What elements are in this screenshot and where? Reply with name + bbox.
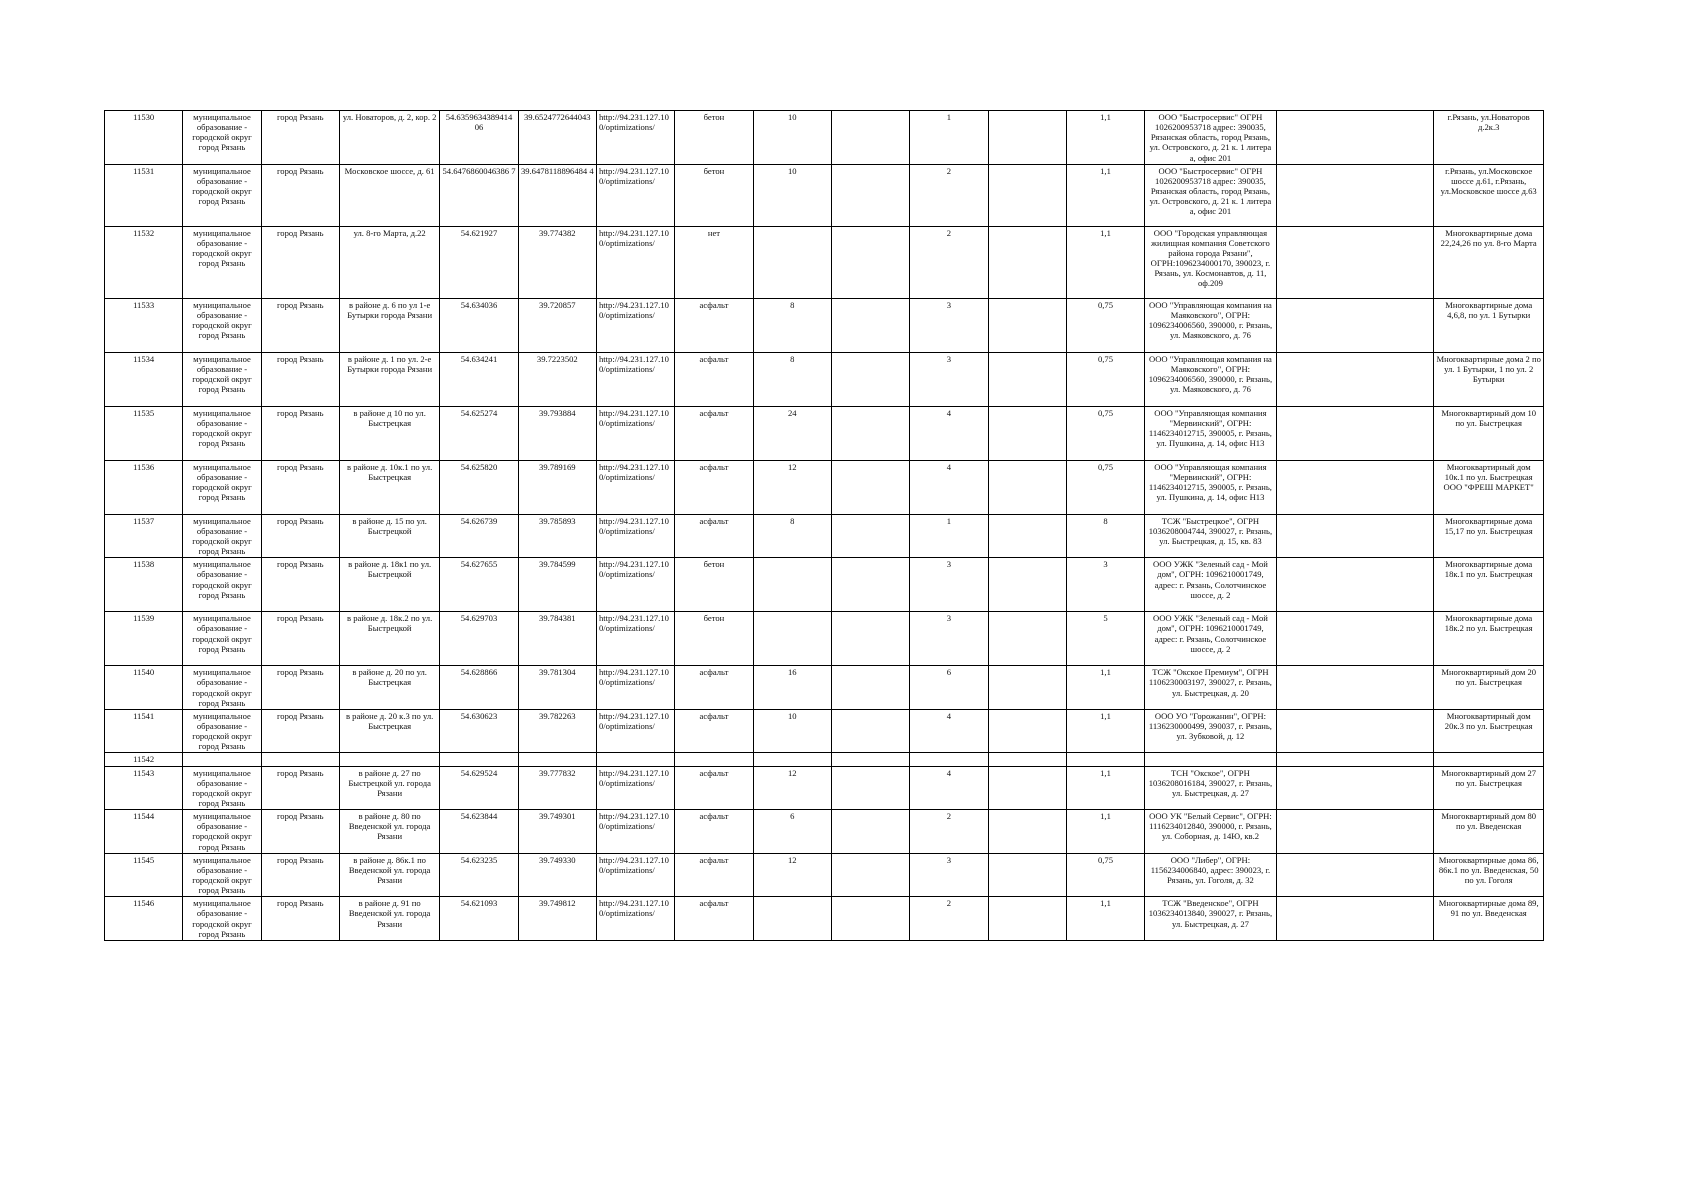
surface-cell: асфальт xyxy=(675,897,753,941)
owner-cell: ТСЖ "Окское Премиум", ОГРН 1106230003197, 390027, г. Рязань, ул. Быстрецкая, д. 20 xyxy=(1145,666,1277,710)
longitude-cell: 39.785893 xyxy=(518,514,596,558)
city-cell: город Рязань xyxy=(261,558,339,612)
municipality-cell: муниципальное образование - городской округ город Рязань xyxy=(183,766,261,810)
owner-cell: ООО "Быстросервис" ОГРН 1026200953718 адрес: 390035, Рязанская область, город Рязань, ул. Островского, д. 21 к. 1 литера а, офис 201 xyxy=(1145,164,1277,226)
latitude-cell: 54.6476860046386 7 xyxy=(440,164,518,226)
municipality-cell: муниципальное образование - городской округ город Рязань xyxy=(183,460,261,514)
address-cell: Московское шоссе, д. 61 xyxy=(339,164,439,226)
city-cell xyxy=(261,753,339,766)
volume-cell: 1,1 xyxy=(1066,226,1144,298)
sources-cell: Многоквартирный дом 10к.1 по ул. Быстрецкая ООО "ФРЕШ МАРКЕТ" xyxy=(1434,460,1544,514)
table-row xyxy=(105,111,1544,165)
volume-cell: 1,1 xyxy=(1066,766,1144,810)
empty-cell xyxy=(1276,612,1434,666)
sources-cell: Многоквартирные дома 15,17 по ул. Быстрецкая xyxy=(1434,514,1544,558)
table-row xyxy=(105,753,1544,766)
address-cell: в районе д. 6 по ул 1-е Бутырки города Рязани xyxy=(339,298,439,352)
link-cell[interactable]: http://94.231.127.10 0/optimizations/ xyxy=(596,406,674,460)
link-cell[interactable]: http://94.231.127.10 0/optimizations/ xyxy=(596,298,674,352)
surface-cell: асфальт xyxy=(675,406,753,460)
surface-cell: асфальт xyxy=(675,352,753,406)
empty-cell xyxy=(988,558,1066,612)
area-cell: 16 xyxy=(753,666,831,710)
row-id: 11545 xyxy=(105,853,183,897)
address-cell: в районе д. 18к1 по ул. Быстрецкой xyxy=(339,558,439,612)
city-cell: город Рязань xyxy=(261,514,339,558)
address-cell: в районе д. 86к.1 по Введенской ул. города Рязани xyxy=(339,853,439,897)
address-cell xyxy=(339,753,439,766)
empty-cell xyxy=(988,460,1066,514)
owner-cell: ООО УЖК "Зеленый сад - Мой дом", ОГРН: 1096210001749, адрес: г. Рязань, Солотчинское шоссе, д. 2 xyxy=(1145,558,1277,612)
table-row xyxy=(105,766,1544,810)
address-cell: в районе д. 18к.2 по ул. Быстрецкой xyxy=(339,612,439,666)
link-cell[interactable]: http://94.231.127.10 0/optimizations/ xyxy=(596,612,674,666)
empty-cell xyxy=(1276,853,1434,897)
empty-cell xyxy=(1276,460,1434,514)
longitude-cell: 39.6478118896484 4 xyxy=(518,164,596,226)
empty-cell xyxy=(1276,226,1434,298)
longitude-cell: 39.784381 xyxy=(518,612,596,666)
area-cell: 12 xyxy=(753,766,831,810)
city-cell: город Рязань xyxy=(261,352,339,406)
area-cell: 24 xyxy=(753,406,831,460)
latitude-cell: 54.621927 xyxy=(440,226,518,298)
latitude-cell: 54.6359634389414 06 xyxy=(440,111,518,165)
area-cell: 8 xyxy=(753,352,831,406)
area-cell: 10 xyxy=(753,709,831,753)
empty-cell xyxy=(831,164,909,226)
address-cell: в районе д. 91 по Введенской ул. города Рязани xyxy=(339,897,439,941)
volume-cell: 1,1 xyxy=(1066,111,1144,165)
table-row xyxy=(105,709,1544,753)
link-cell[interactable]: http://94.231.127.10 0/optimizations/ xyxy=(596,853,674,897)
longitude-cell: 39.6524772644043 xyxy=(518,111,596,165)
surface-cell: асфальт xyxy=(675,514,753,558)
owner-cell xyxy=(1145,753,1277,766)
area-cell xyxy=(753,612,831,666)
municipality-cell: муниципальное образование - городской округ город Рязань xyxy=(183,810,261,854)
municipality-cell: муниципальное образование - городской округ город Рязань xyxy=(183,709,261,753)
longitude-cell: 39.781304 xyxy=(518,666,596,710)
empty-cell xyxy=(988,666,1066,710)
sources-cell: Многоквартирные дома 4,6,8, по ул. 1 Бутырки xyxy=(1434,298,1544,352)
row-id: 11546 xyxy=(105,897,183,941)
containers-cell: 4 xyxy=(910,709,988,753)
volume-cell xyxy=(1066,753,1144,766)
row-id: 11534 xyxy=(105,352,183,406)
empty-cell xyxy=(831,810,909,854)
sources-cell xyxy=(1434,753,1544,766)
city-cell: город Рязань xyxy=(261,164,339,226)
municipality-cell: муниципальное образование - городской округ город Рязань xyxy=(183,897,261,941)
area-cell: 8 xyxy=(753,298,831,352)
row-id: 11539 xyxy=(105,612,183,666)
empty-cell xyxy=(831,406,909,460)
latitude-cell: 54.623844 xyxy=(440,810,518,854)
city-cell: город Рязань xyxy=(261,709,339,753)
city-cell: город Рязань xyxy=(261,766,339,810)
empty-cell xyxy=(1276,666,1434,710)
link-cell[interactable] xyxy=(596,753,674,766)
surface-cell: асфальт xyxy=(675,853,753,897)
link-cell[interactable]: http://94.231.127.10 0/optimizations/ xyxy=(596,666,674,710)
longitude-cell: 39.7223502 xyxy=(518,352,596,406)
empty-cell xyxy=(831,753,909,766)
sources-cell: Многоквартирные дома 18к.1 по ул. Быстрецкая xyxy=(1434,558,1544,612)
area-cell xyxy=(753,226,831,298)
empty-cell xyxy=(988,897,1066,941)
owner-cell: ООО "Управляющая компания на Маяковского", ОГРН: 1096234006560, 390000, г. Рязань, ул. Маяковского, д. 76 xyxy=(1145,352,1277,406)
municipality-cell xyxy=(183,753,261,766)
empty-cell xyxy=(1276,810,1434,854)
table-row xyxy=(105,853,1544,897)
containers-cell xyxy=(910,753,988,766)
empty-cell xyxy=(1276,766,1434,810)
row-id: 11533 xyxy=(105,298,183,352)
link-cell[interactable]: http://94.231.127.10 0/optimizations/ xyxy=(596,558,674,612)
sources-cell: г.Рязань, ул.Новаторов д.2к.3 xyxy=(1434,111,1544,165)
owner-cell: ТСЖ "Введенское", ОГРН 1036234013840, 390027, г. Рязань, ул. Быстрецкая, д. 27 xyxy=(1145,897,1277,941)
surface-cell: асфальт xyxy=(675,460,753,514)
surface-cell: нет xyxy=(675,226,753,298)
sources-cell: Многоквартирные дома 86, 86к.1 по ул. Введенская, 50 по ул. Гоголя xyxy=(1434,853,1544,897)
volume-cell: 1,1 xyxy=(1066,666,1144,710)
city-cell: город Рязань xyxy=(261,226,339,298)
sources-cell: Многоквартирные дома 89, 91 по ул. Введенская xyxy=(1434,897,1544,941)
longitude-cell: 39.793884 xyxy=(518,406,596,460)
link-cell[interactable]: http://94.231.127.10 0/optimizations/ xyxy=(596,897,674,941)
empty-cell xyxy=(831,298,909,352)
registry-table xyxy=(104,110,1544,941)
longitude-cell: 39.749330 xyxy=(518,853,596,897)
empty-cell xyxy=(988,298,1066,352)
longitude-cell: 39.720857 xyxy=(518,298,596,352)
empty-cell xyxy=(1276,753,1434,766)
link-cell[interactable]: http://94.231.127.10 0/optimizations/ xyxy=(596,226,674,298)
city-cell: город Рязань xyxy=(261,666,339,710)
area-cell: 12 xyxy=(753,853,831,897)
owner-cell: ТСЖ "Быстрецкое", ОГРН 1036208004744, 390027, г. Рязань, ул. Быстрецкая, д. 15, кв. 83 xyxy=(1145,514,1277,558)
sources-cell: г.Рязань, ул.Московское шоссе д.61, г.Рязань, ул.Московское шоссе д.63 xyxy=(1434,164,1544,226)
longitude-cell: 39.784599 xyxy=(518,558,596,612)
volume-cell: 1,1 xyxy=(1066,810,1144,854)
address-cell: в районе д. 1 по ул. 2-е Бутырки города Рязани xyxy=(339,352,439,406)
empty-cell xyxy=(1276,164,1434,226)
latitude-cell xyxy=(440,753,518,766)
latitude-cell: 54.625274 xyxy=(440,406,518,460)
latitude-cell: 54.634241 xyxy=(440,352,518,406)
table-row xyxy=(105,164,1544,226)
empty-cell xyxy=(1276,514,1434,558)
table-row xyxy=(105,514,1544,558)
table-row xyxy=(105,666,1544,710)
latitude-cell: 54.623235 xyxy=(440,853,518,897)
table-row xyxy=(105,406,1544,460)
city-cell: город Рязань xyxy=(261,897,339,941)
address-cell: в районе д. 20 по ул. Быстрецкая xyxy=(339,666,439,710)
municipality-cell: муниципальное образование - городской округ город Рязань xyxy=(183,666,261,710)
area-cell: 6 xyxy=(753,810,831,854)
municipality-cell: муниципальное образование - городской округ город Рязань xyxy=(183,514,261,558)
owner-cell: ТСН "Окское", ОГРН 1036208016184, 390027, г. Рязань, ул. Быстрецкая, д. 27 xyxy=(1145,766,1277,810)
link-cell[interactable]: http://94.231.127.10 0/optimizations/ xyxy=(596,709,674,753)
empty-cell xyxy=(988,766,1066,810)
row-id: 11543 xyxy=(105,766,183,810)
row-id: 11541 xyxy=(105,709,183,753)
empty-cell xyxy=(831,558,909,612)
empty-cell xyxy=(831,352,909,406)
owner-cell: ООО "Управляющая компания на Маяковского", ОГРН: 1096234006560, 390000, г. Рязань, ул. Маяковского, д. 76 xyxy=(1145,298,1277,352)
containers-cell: 4 xyxy=(910,406,988,460)
latitude-cell: 54.626739 xyxy=(440,514,518,558)
owner-cell: ООО "Городская управляющая жилищная компания Советского района города Рязани", ОГРН:1096234000170, 390023, г. Рязань, ул. Космонавтов, д. 11, оф.209 xyxy=(1145,226,1277,298)
table-row xyxy=(105,612,1544,666)
table-row xyxy=(105,226,1544,298)
municipality-cell: муниципальное образование - городской округ город Рязань xyxy=(183,853,261,897)
longitude-cell: 39.774382 xyxy=(518,226,596,298)
latitude-cell: 54.625820 xyxy=(440,460,518,514)
volume-cell: 0,75 xyxy=(1066,298,1144,352)
link-cell[interactable]: http://94.231.127.10 0/optimizations/ xyxy=(596,111,674,165)
longitude-cell: 39.777832 xyxy=(518,766,596,810)
containers-cell: 4 xyxy=(910,766,988,810)
containers-cell: 3 xyxy=(910,352,988,406)
link-cell[interactable]: http://94.231.127.10 0/optimizations/ xyxy=(596,514,674,558)
owner-cell: ООО "Быстросервис" ОГРН 1026200953718 адрес: 390035, Рязанская область, город Рязань, ул. Островского, д. 21 к. 1 литера а, офис 201 xyxy=(1145,111,1277,165)
link-cell[interactable]: http://94.231.127.10 0/optimizations/ xyxy=(596,810,674,854)
volume-cell: 1,1 xyxy=(1066,897,1144,941)
containers-cell: 2 xyxy=(910,226,988,298)
empty-cell xyxy=(988,406,1066,460)
containers-cell: 3 xyxy=(910,558,988,612)
sources-cell: Многоквартирный дом 20 по ул. Быстрецкая xyxy=(1434,666,1544,710)
owner-cell: ООО "Управляющая компания "Мервинский", ОГРН: 1146234012715, 390005, г. Рязань, ул. Пушкина, д. 14, офис Н13 xyxy=(1145,406,1277,460)
row-id: 11544 xyxy=(105,810,183,854)
row-id: 11532 xyxy=(105,226,183,298)
city-cell: город Рязань xyxy=(261,810,339,854)
longitude-cell: 39.749301 xyxy=(518,810,596,854)
containers-cell: 2 xyxy=(910,897,988,941)
surface-cell: бетон xyxy=(675,558,753,612)
surface-cell: асфальт xyxy=(675,766,753,810)
surface-cell xyxy=(675,753,753,766)
table-row xyxy=(105,558,1544,612)
row-id: 11538 xyxy=(105,558,183,612)
municipality-cell: муниципальное образование - городской округ город Рязань xyxy=(183,612,261,666)
municipality-cell: муниципальное образование - городской округ город Рязань xyxy=(183,406,261,460)
address-cell: в районе д. 10к.1 по ул. Быстрецкая xyxy=(339,460,439,514)
row-id: 11537 xyxy=(105,514,183,558)
volume-cell: 0,75 xyxy=(1066,406,1144,460)
volume-cell: 3 xyxy=(1066,558,1144,612)
address-cell: в районе д 10 по ул. Быстрецкая xyxy=(339,406,439,460)
municipality-cell: муниципальное образование - городской округ город Рязань xyxy=(183,352,261,406)
link-cell[interactable]: http://94.231.127.10 0/optimizations/ xyxy=(596,460,674,514)
longitude-cell: 39.789169 xyxy=(518,460,596,514)
address-cell: в районе д. 27 по Быстрецкой ул. города Рязани xyxy=(339,766,439,810)
empty-cell xyxy=(988,352,1066,406)
volume-cell: 1,1 xyxy=(1066,709,1144,753)
volume-cell: 0,75 xyxy=(1066,853,1144,897)
latitude-cell: 54.630623 xyxy=(440,709,518,753)
city-cell: город Рязань xyxy=(261,612,339,666)
table-row xyxy=(105,298,1544,352)
sources-cell: Многоквартирные дома 22,24,26 по ул. 8-го Марта xyxy=(1434,226,1544,298)
containers-cell: 3 xyxy=(910,612,988,666)
empty-cell xyxy=(831,666,909,710)
empty-cell xyxy=(1276,897,1434,941)
surface-cell: асфальт xyxy=(675,298,753,352)
containers-cell: 3 xyxy=(910,853,988,897)
surface-cell: асфальт xyxy=(675,709,753,753)
row-id: 11535 xyxy=(105,406,183,460)
longitude-cell: 39.782263 xyxy=(518,709,596,753)
area-cell xyxy=(753,897,831,941)
empty-cell xyxy=(1276,352,1434,406)
latitude-cell: 54.627655 xyxy=(440,558,518,612)
sources-cell: Многоквартирный дом 27 по ул. Быстрецкая xyxy=(1434,766,1544,810)
empty-cell xyxy=(988,514,1066,558)
row-id: 11542 xyxy=(105,753,183,766)
area-cell xyxy=(753,753,831,766)
surface-cell: асфальт xyxy=(675,810,753,854)
address-cell: в районе д. 20 к.3 по ул. Быстрецкая xyxy=(339,709,439,753)
address-cell: ул. 8-го Марта, д.22 xyxy=(339,226,439,298)
containers-cell: 1 xyxy=(910,111,988,165)
municipality-cell: муниципальное образование - городской округ город Рязань xyxy=(183,111,261,165)
table-row xyxy=(105,352,1544,406)
owner-cell: ООО УК "Белый Сервис", ОГРН: 1116234012840, 390000, г. Рязань, ул. Соборная, д. 14Ю, кв.2 xyxy=(1145,810,1277,854)
sources-cell: Многоквартирный дом 80 по ул. Введенская xyxy=(1434,810,1544,854)
table-row xyxy=(105,810,1544,854)
row-id: 11540 xyxy=(105,666,183,710)
link-cell[interactable]: http://94.231.127.10 0/optimizations/ xyxy=(596,164,674,226)
empty-cell xyxy=(831,612,909,666)
latitude-cell: 54.629524 xyxy=(440,766,518,810)
area-cell: 8 xyxy=(753,514,831,558)
empty-cell xyxy=(988,111,1066,165)
empty-cell xyxy=(988,164,1066,226)
containers-cell: 3 xyxy=(910,298,988,352)
longitude-cell: 39.749812 xyxy=(518,897,596,941)
containers-cell: 2 xyxy=(910,810,988,854)
city-cell: город Рязань xyxy=(261,406,339,460)
sources-cell: Многоквартирный дом 20к.3 по ул. Быстрецкая xyxy=(1434,709,1544,753)
empty-cell xyxy=(1276,298,1434,352)
empty-cell xyxy=(831,709,909,753)
volume-cell: 1,1 xyxy=(1066,164,1144,226)
latitude-cell: 54.634036 xyxy=(440,298,518,352)
containers-cell: 6 xyxy=(910,666,988,710)
volume-cell: 0,75 xyxy=(1066,460,1144,514)
volume-cell: 5 xyxy=(1066,612,1144,666)
empty-cell xyxy=(831,111,909,165)
municipality-cell: муниципальное образование - городской округ город Рязань xyxy=(183,226,261,298)
owner-cell: ООО УО "Горожанин", ОГРН: 1136230000499, 390037, г. Рязань, ул. Зубковой, д. 12 xyxy=(1145,709,1277,753)
containers-cell: 1 xyxy=(910,514,988,558)
empty-cell xyxy=(831,460,909,514)
owner-cell: ООО УЖК "Зеленый сад - Мой дом", ОГРН: 1096210001749, адрес: г. Рязань, Солотчинское шоссе, д. 2 xyxy=(1145,612,1277,666)
empty-cell xyxy=(1276,406,1434,460)
empty-cell xyxy=(831,226,909,298)
municipality-cell: муниципальное образование - городской округ город Рязань xyxy=(183,558,261,612)
surface-cell: бетон xyxy=(675,164,753,226)
owner-cell: ООО "Управляющая компания "Мервинский", ОГРН: 1146234012715, 390005, г. Рязань, ул. Пушкина, д. 14, офис Н13 xyxy=(1145,460,1277,514)
city-cell: город Рязань xyxy=(261,298,339,352)
address-cell: в районе д. 80 по Введенской ул. города Рязани xyxy=(339,810,439,854)
area-cell: 10 xyxy=(753,164,831,226)
empty-cell xyxy=(831,514,909,558)
area-cell: 10 xyxy=(753,111,831,165)
containers-cell: 4 xyxy=(910,460,988,514)
empty-cell xyxy=(1276,709,1434,753)
empty-cell xyxy=(988,226,1066,298)
municipality-cell: муниципальное образование - городской округ город Рязань xyxy=(183,298,261,352)
municipality-cell: муниципальное образование - городской округ город Рязань xyxy=(183,164,261,226)
latitude-cell: 54.621093 xyxy=(440,897,518,941)
registry-rows xyxy=(105,111,1544,941)
surface-cell: бетон xyxy=(675,612,753,666)
surface-cell: бетон xyxy=(675,111,753,165)
empty-cell xyxy=(988,709,1066,753)
area-cell: 12 xyxy=(753,460,831,514)
sources-cell: Многоквартирный дом 10 по ул. Быстрецкая xyxy=(1434,406,1544,460)
link-cell[interactable]: http://94.231.127.10 0/optimizations/ xyxy=(596,766,674,810)
address-cell: ул. Новаторов, д. 2, кор. 2 xyxy=(339,111,439,165)
table-row xyxy=(105,897,1544,941)
latitude-cell: 54.628866 xyxy=(440,666,518,710)
owner-cell: ООО "Либер", ОГРН: 1156234006840, адрес: 390023, г. Рязань, ул. Гоголя, д. 32 xyxy=(1145,853,1277,897)
empty-cell xyxy=(988,753,1066,766)
surface-cell: асфальт xyxy=(675,666,753,710)
empty-cell xyxy=(1276,111,1434,165)
city-cell: город Рязань xyxy=(261,460,339,514)
volume-cell: 8 xyxy=(1066,514,1144,558)
containers-cell: 2 xyxy=(910,164,988,226)
table-row xyxy=(105,460,1544,514)
link-cell[interactable]: http://94.231.127.10 0/optimizations/ xyxy=(596,352,674,406)
row-id: 11530 xyxy=(105,111,183,165)
empty-cell xyxy=(988,853,1066,897)
empty-cell xyxy=(988,612,1066,666)
empty-cell xyxy=(831,853,909,897)
row-id: 11531 xyxy=(105,164,183,226)
city-cell: город Рязань xyxy=(261,853,339,897)
empty-cell xyxy=(831,897,909,941)
address-cell: в районе д. 15 по ул. Быстрецкой xyxy=(339,514,439,558)
sources-cell: Многоквартирные дома 2 по ул. 1 Бутырки, 1 по ул. 2 Бутырки xyxy=(1434,352,1544,406)
area-cell xyxy=(753,558,831,612)
longitude-cell xyxy=(518,753,596,766)
city-cell: город Рязань xyxy=(261,111,339,165)
empty-cell xyxy=(831,766,909,810)
volume-cell: 0,75 xyxy=(1066,352,1144,406)
latitude-cell: 54.629703 xyxy=(440,612,518,666)
empty-cell xyxy=(1276,558,1434,612)
sources-cell: Многоквартирные дома 18к.2 по ул. Быстрецкая xyxy=(1434,612,1544,666)
empty-cell xyxy=(988,810,1066,854)
row-id: 11536 xyxy=(105,460,183,514)
